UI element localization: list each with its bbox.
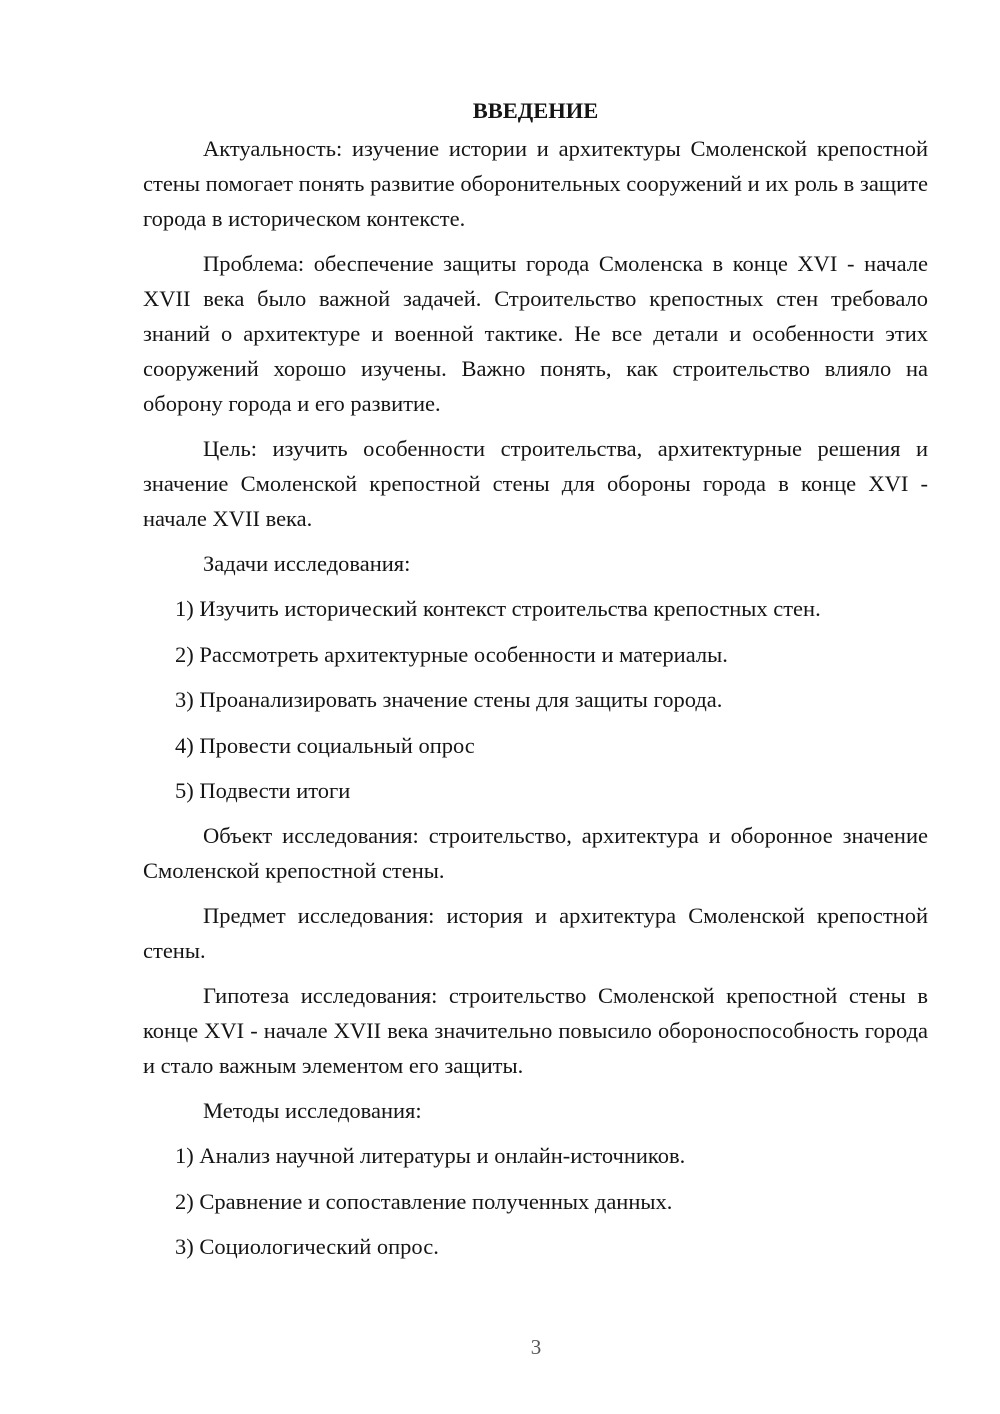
method-item: 2) Сравнение и сопоставление полученных данных. [175,1188,673,1214]
goal-paragraph: Цель: изучить особенности строительства, архитектурные решения и значение Смоленской крепостной стены для обороны города в конце XVI - начале XVII века. [143,436,928,531]
subject-paragraph: Предмет исследования: история и архитектура Смоленской крепостной стены. [143,903,928,963]
task-item: 3) Проанализировать значение стены для защиты города. [175,687,723,712]
method-item: 3) Социологический опрос. [175,1234,439,1259]
method-item: 1) Анализ научной литературы и онлайн-источников. [175,1143,686,1168]
page-number: 3 [530,1335,542,1359]
tasks-list [143,591,928,808]
tasks-heading: Задачи исследования: [203,551,411,576]
page-title: ВВЕДЕНИЕ [472,98,599,123]
task-item: 1) Изучить исторический контекст строительства крепостных стен. [175,596,821,621]
problem-paragraph: Проблема: обеспечение защиты города Смоленска в конце XVI - начале XVII века было важной задачей. Строительство крепостных стен требовало знаний о архитектуре и военной тактике. Не все детали и особенности этих сооружений хорошо изучены. Важно понять, как строительство влияло на оборону города и его развитие. [143,251,928,416]
object-paragraph: Объект исследования: строительство, архитектура и оборонное значение Смоленской крепостной стены. [143,823,928,883]
methods-heading: Методы исследования: [203,1098,422,1123]
task-item: 5) Подвести итоги [175,778,351,803]
document-body [143,93,928,1274]
task-item: 2) Рассмотреть архитектурные особенности и материалы. [175,641,728,667]
hypothesis-paragraph: Гипотеза исследования: строительство Смоленской крепостной стены в конце XVI - начале XVII века значительно повысило обороноспособность города и стало важным элементом его защиты. [143,983,928,1078]
methods-list [143,1138,928,1264]
task-item: 4) Провести социальный опрос [175,732,475,758]
relevance-paragraph: Актуальность: изучение истории и архитектуры Смоленской крепостной стены помогает понять развитие оборонительных сооружений и их роль в защите города в историческом контексте. [143,136,928,231]
